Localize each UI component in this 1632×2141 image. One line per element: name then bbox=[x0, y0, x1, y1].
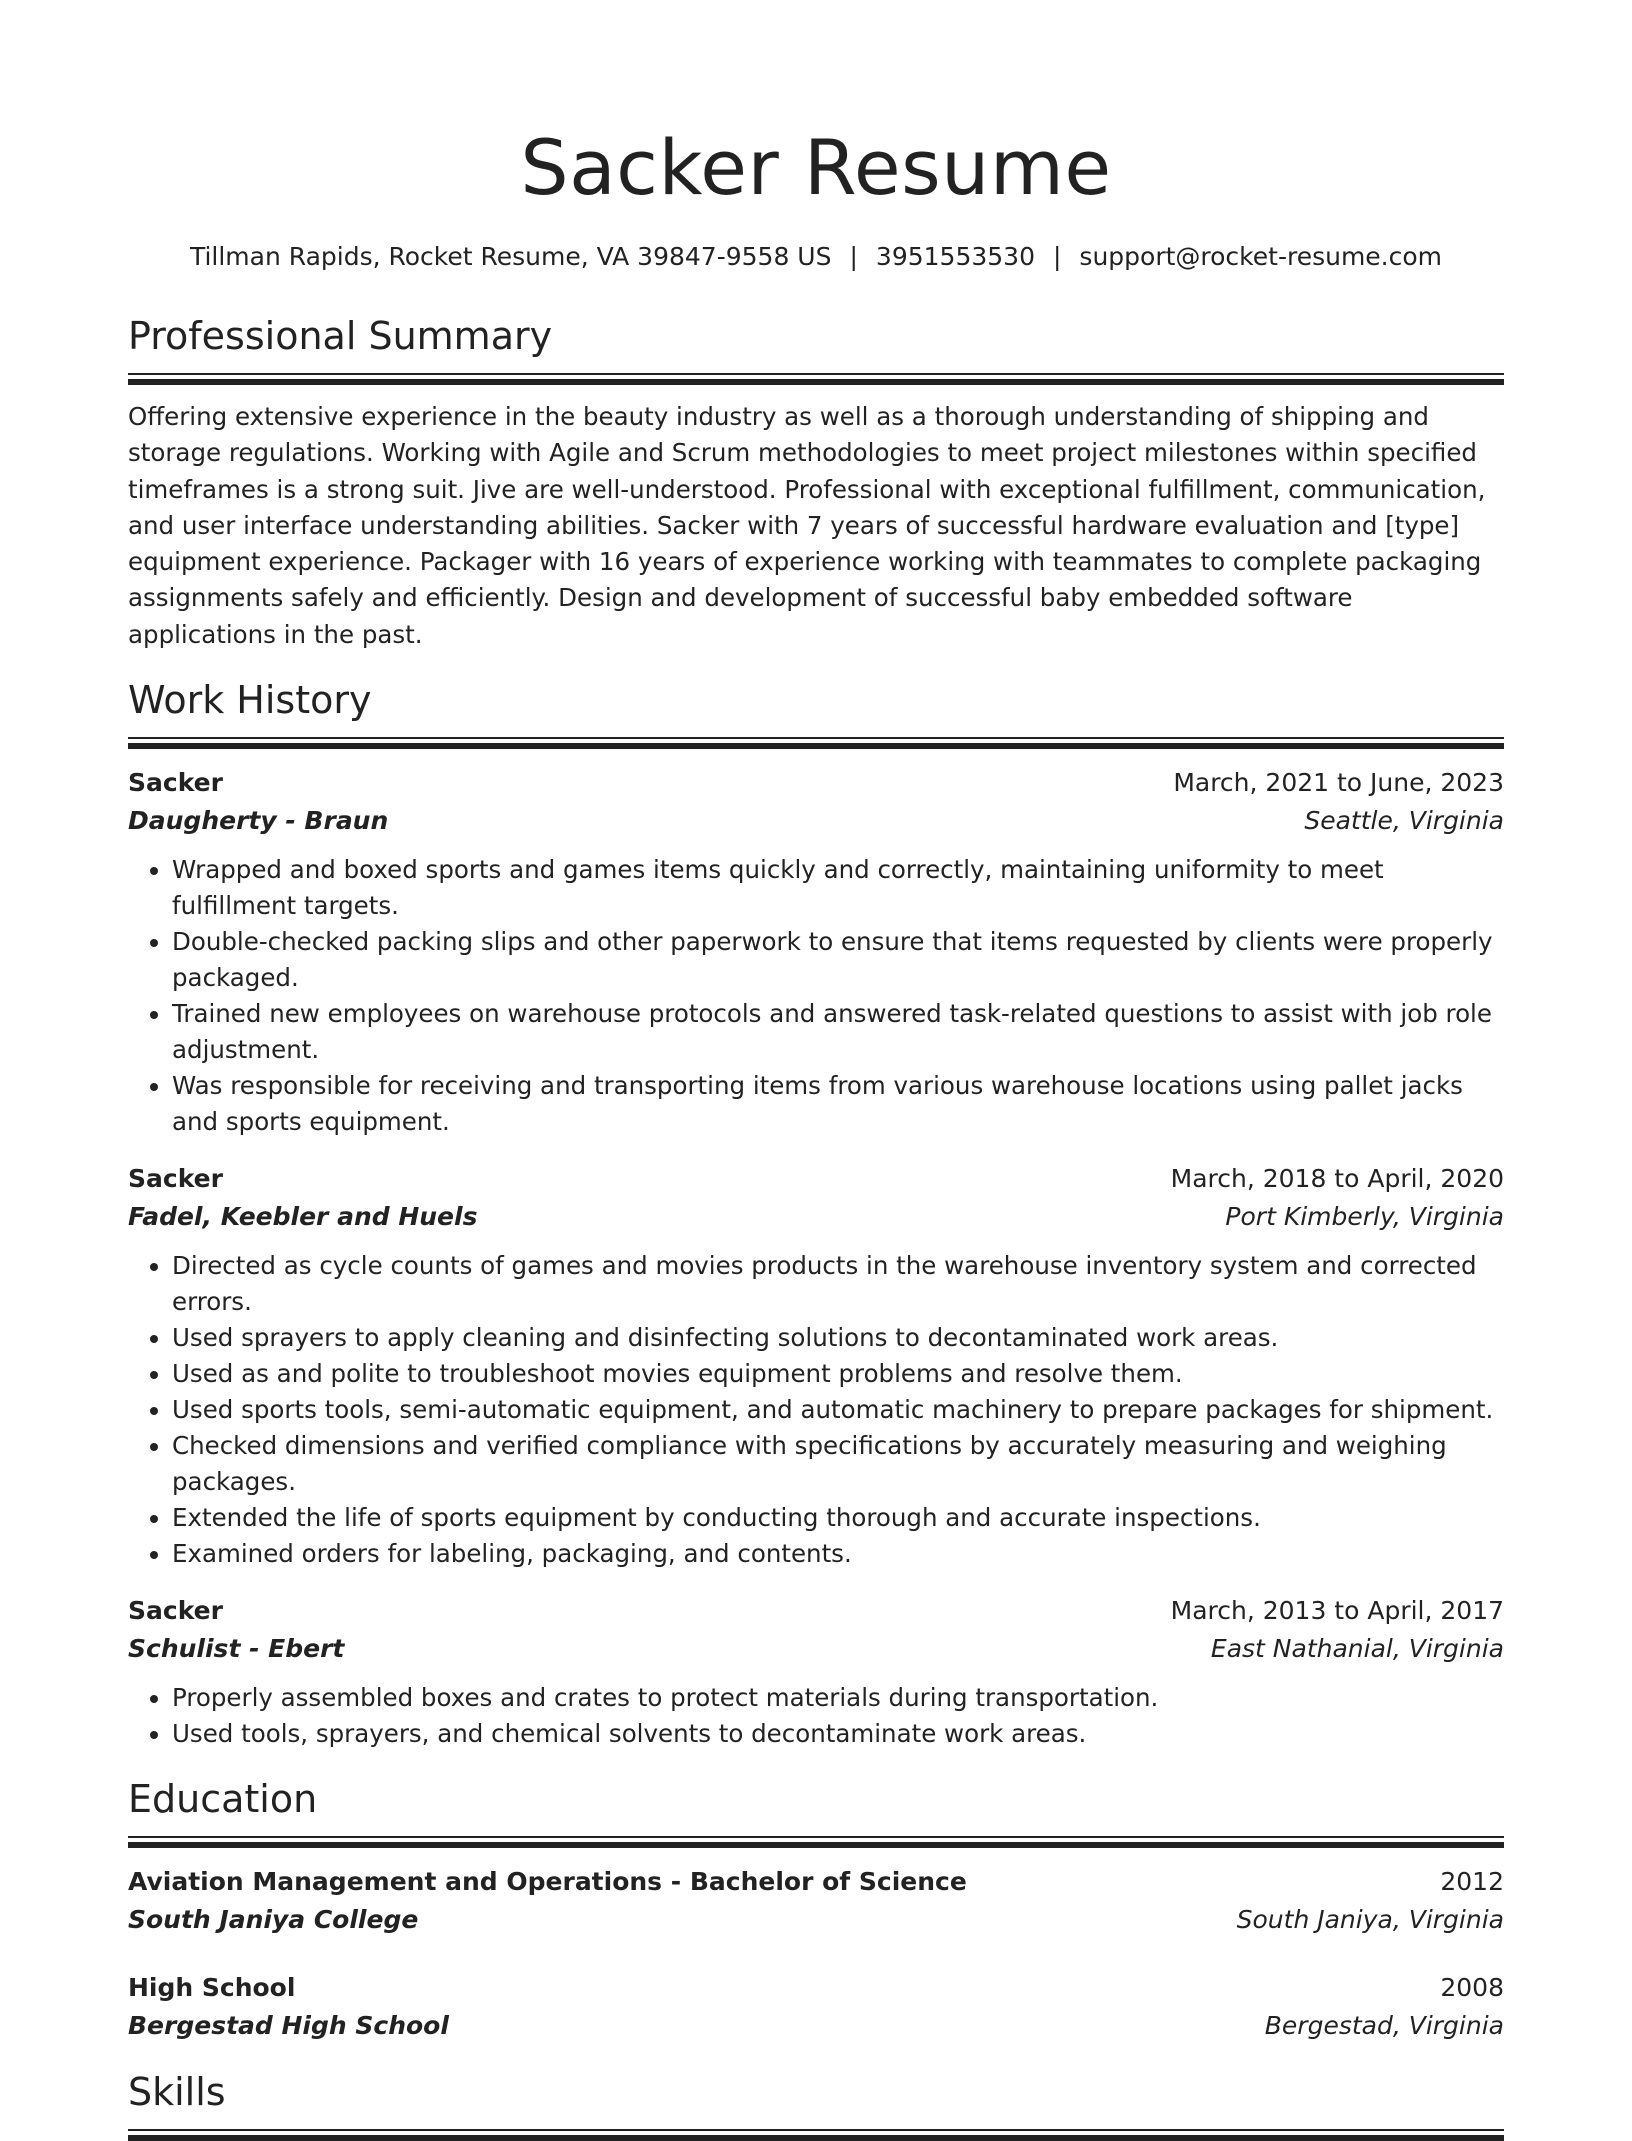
education-location: Bergestad, Virginia bbox=[1264, 2011, 1504, 2041]
job-entry bbox=[128, 764, 1504, 1140]
resume-name: Sacker Resume bbox=[520, 123, 1112, 212]
job-location: Port Kimberly, Virginia bbox=[1225, 1202, 1504, 1232]
section-divider bbox=[128, 2129, 1504, 2141]
job-dates: March, 2013 to April, 2017 bbox=[1170, 1596, 1504, 1626]
job-company-row bbox=[128, 1630, 1504, 1668]
job-bullet: • Used tools, sprayers, and chemical solvents to decontaminate work areas. bbox=[172, 1716, 1504, 1752]
contact-separator: | bbox=[849, 242, 858, 271]
job-header-row bbox=[128, 1160, 1504, 1198]
job-bullet-list bbox=[128, 1248, 1504, 1572]
work-history-section bbox=[128, 675, 1504, 1752]
contact-email[interactable]: support@rocket-resume.com bbox=[1079, 242, 1443, 271]
education-header-row bbox=[128, 1969, 1504, 2007]
contact-separator: | bbox=[1052, 242, 1062, 271]
education-school-row bbox=[128, 2007, 1504, 2045]
job-location: East Nathanial, Virginia bbox=[1210, 1634, 1504, 1664]
education-year: 2012 bbox=[1440, 1867, 1504, 1897]
job-header-row bbox=[128, 764, 1504, 802]
job-bullet: • Was responsible for receiving and transporting items from various warehouse locations using pallet jacks and sports equipment. bbox=[172, 1068, 1504, 1140]
section-divider bbox=[128, 373, 1504, 385]
contact-phone: 3951553530 bbox=[875, 242, 1035, 271]
job-bullet: • Used sprayers to apply cleaning and disinfecting solutions to decontaminated work areas. bbox=[172, 1320, 1504, 1356]
education-school-row bbox=[128, 1901, 1504, 1939]
education-entry bbox=[128, 1969, 1504, 2045]
education-degree: Aviation Management and Operations - Bachelor of Science bbox=[128, 1867, 967, 1897]
education-entry bbox=[128, 1863, 1504, 1939]
summary-text: Offering extensive experience in the beauty industry as well as a thorough understanding of shipping and storage regulations. Working with Agile and Scrum methodologies to meet project milestones within specified timeframes is a strong suit. Jive are well-understood. Professional with exceptional fulfillment, communication, and user interface understanding abilities. Sacker with 7 years of successful hardware evaluation and [type] equipment experience. Packager with 16 years of experience working with teammates to complete packaging assignments safely and efficiently. Design and development of successful baby embedded software applications in the past. bbox=[128, 402, 1486, 649]
job-title: Sacker bbox=[128, 768, 223, 798]
section-title-education: Education bbox=[128, 1777, 318, 1822]
job-bullet: • Extended the life of sports equipment by conducting thorough and accurate inspections. bbox=[172, 1500, 1504, 1536]
job-bullet: • Used as and polite to troubleshoot movies equipment problems and resolve them. bbox=[172, 1356, 1504, 1392]
job-dates: March, 2018 to April, 2020 bbox=[1170, 1164, 1504, 1194]
job-bullet: • Directed as cycle counts of games and movies products in the warehouse inventory system and corrected errors. bbox=[172, 1248, 1504, 1320]
section-title-summary: Professional Summary bbox=[128, 314, 553, 358]
contact-line bbox=[128, 240, 1504, 274]
education-school: Bergestad High School bbox=[128, 2011, 449, 2041]
summary-section bbox=[128, 311, 1504, 653]
education-header-row bbox=[128, 1863, 1504, 1901]
education-year: 2008 bbox=[1440, 1973, 1504, 2003]
education-section bbox=[128, 1774, 1504, 2045]
job-bullet: • Properly assembled boxes and crates to protect materials during transportation. bbox=[172, 1680, 1504, 1716]
job-bullet: • Examined orders for labeling, packaging, and contents. bbox=[172, 1536, 1504, 1572]
section-divider bbox=[128, 1836, 1504, 1848]
job-bullet: • Checked dimensions and verified compliance with specifications by accurately measuring and weighing packages. bbox=[172, 1428, 1504, 1500]
job-company-row bbox=[128, 1198, 1504, 1236]
job-company: Fadel, Keebler and Huels bbox=[128, 1202, 478, 1232]
job-company: Daugherty - Braun bbox=[128, 806, 389, 836]
section-title-skills: Skills bbox=[128, 2070, 226, 2115]
job-header-row bbox=[128, 1592, 1504, 1630]
job-bullet: • Wrapped and boxed sports and games items quickly and correctly, maintaining uniformity to meet fulfillment targets. bbox=[172, 852, 1504, 924]
job-entry bbox=[128, 1160, 1504, 1572]
job-company: Schulist - Ebert bbox=[128, 1634, 345, 1664]
education-school: South Janiya College bbox=[128, 1905, 419, 1935]
education-location: South Janiya, Virginia bbox=[1236, 1905, 1504, 1935]
job-bullet: • Double-checked packing slips and other paperwork to ensure that items requested by clients were properly packaged. bbox=[172, 924, 1504, 996]
education-degree: High School bbox=[128, 1973, 296, 2003]
section-title-work-history: Work History bbox=[128, 678, 372, 723]
job-bullet-list bbox=[128, 852, 1504, 1140]
section-divider bbox=[128, 737, 1504, 749]
job-title: Sacker bbox=[128, 1164, 223, 1194]
contact-address: Tillman Rapids, Rocket Resume, VA 39847-9558 US bbox=[189, 242, 832, 271]
job-location: Seattle, Virginia bbox=[1304, 806, 1504, 836]
skills-section bbox=[128, 2067, 1504, 2141]
job-bullet: • Trained new employees on warehouse protocols and answered task-related questions to assist with job role adjustment. bbox=[172, 996, 1504, 1068]
job-bullet: • Used sports tools, semi-automatic equipment, and automatic machinery to prepare packages for shipment. bbox=[172, 1392, 1504, 1428]
job-title: Sacker bbox=[128, 1596, 223, 1626]
job-dates: March, 2021 to June, 2023 bbox=[1173, 768, 1504, 798]
job-company-row bbox=[128, 802, 1504, 840]
job-entry bbox=[128, 1592, 1504, 1752]
job-bullet-list bbox=[128, 1680, 1504, 1752]
